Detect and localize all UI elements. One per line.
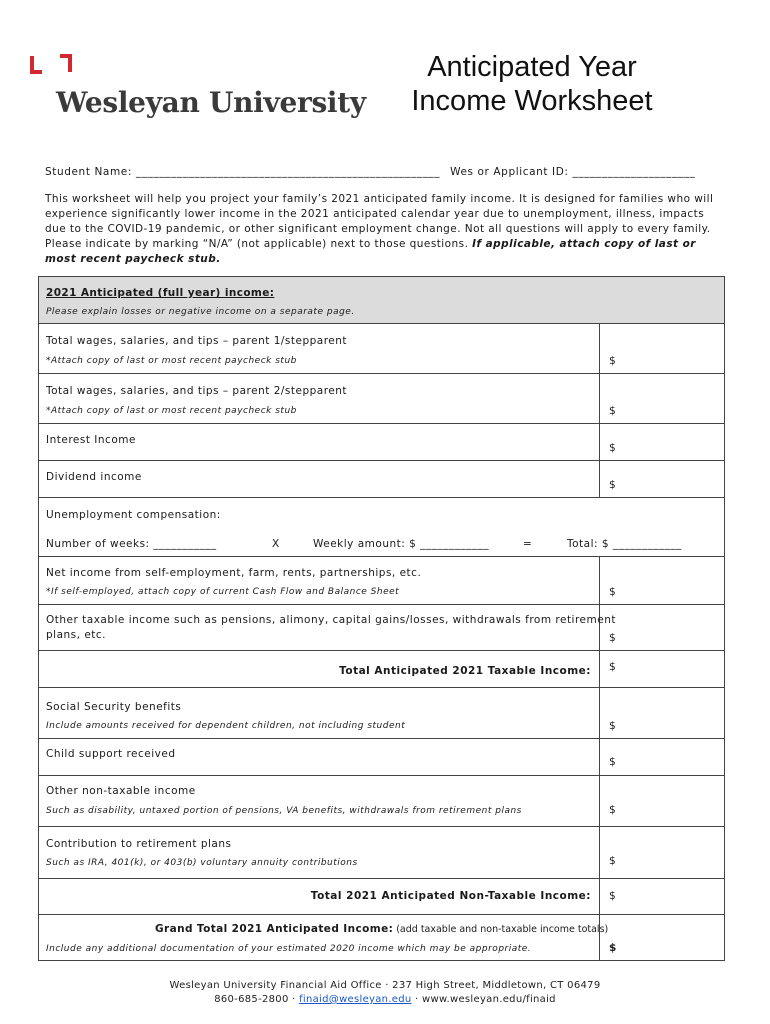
row-label: Total Anticipated 2021 Taxable Income: bbox=[339, 665, 591, 677]
amount-field-self-employment[interactable] bbox=[599, 557, 724, 604]
dollar-sign: $ bbox=[609, 855, 616, 867]
amount-field-wages-parent1[interactable] bbox=[599, 324, 724, 373]
row-label: Net income from self-employment, farm, rents, partnerships, etc. bbox=[46, 567, 422, 579]
row-other-taxable bbox=[39, 604, 724, 650]
dollar-sign: $ bbox=[609, 355, 616, 367]
student-name-field[interactable]: Student Name: ____________________________________________________ bbox=[45, 166, 441, 178]
amount-field-social-security[interactable] bbox=[599, 688, 724, 738]
row-label-continued: plans, etc. bbox=[46, 629, 107, 641]
applicant-id-field[interactable]: Wes or Applicant ID: _____________________ bbox=[450, 166, 696, 178]
amount-field-dividend[interactable] bbox=[599, 461, 724, 497]
row-label: Other taxable income such as pensions, alimony, capital gains/losses, withdrawals from retirement bbox=[46, 614, 616, 626]
row-label: Contribution to retirement plans bbox=[46, 838, 232, 850]
row-label: Total wages, salaries, and tips – parent 2/stepparent bbox=[46, 385, 348, 397]
row-label: Other non-taxable income bbox=[46, 785, 196, 797]
row-label: Total 2021 Anticipated Non-Taxable Income: bbox=[310, 890, 591, 902]
row-note: *If self-employed, attach copy of current Cash Flow and Balance Sheet bbox=[46, 587, 400, 597]
amount-field-grand-total[interactable] bbox=[599, 915, 724, 960]
row-interest-income bbox=[39, 423, 724, 460]
amount-field-wages-parent2[interactable] bbox=[599, 374, 724, 423]
row-label: Interest Income bbox=[46, 434, 136, 446]
dollar-sign: $ bbox=[609, 756, 616, 768]
row-note: Include amounts received for dependent children, not including student bbox=[46, 721, 406, 731]
grand-total-title: Grand Total 2021 Anticipated Income: bbox=[155, 923, 394, 935]
dollar-sign: $ bbox=[609, 890, 616, 902]
grand-total-label bbox=[155, 923, 608, 935]
row-note: Such as disability, untaxed portion of pensions, VA benefits, withdrawals from retirement plans bbox=[46, 806, 522, 816]
row-label: Total wages, salaries, and tips – parent 1/stepparent bbox=[46, 335, 348, 347]
row-note: Such as IRA, 401(k), or 403(b) voluntary annuity contributions bbox=[46, 858, 358, 868]
dollar-sign: $ bbox=[609, 479, 616, 491]
amount-field-other-taxable[interactable] bbox=[599, 605, 724, 650]
unemployment-total-field[interactable]: Total: $ ____________ bbox=[567, 538, 682, 550]
row-grand-total bbox=[39, 914, 724, 960]
income-worksheet-table bbox=[38, 276, 725, 961]
row-wages-parent1 bbox=[39, 323, 724, 373]
amount-field-interest[interactable] bbox=[599, 424, 724, 460]
section-title: 2021 Anticipated (full year) income: bbox=[46, 287, 275, 299]
dollar-sign: $ bbox=[609, 405, 616, 417]
row-label: Dividend income bbox=[46, 471, 142, 483]
row-label: Social Security benefits bbox=[46, 701, 182, 713]
amount-field-total-taxable[interactable] bbox=[599, 651, 724, 687]
row-retirement-contribution bbox=[39, 826, 724, 878]
row-self-employment bbox=[39, 556, 724, 604]
row-note: Include any additional documentation of your estimated 2020 income which may be appropriate. bbox=[46, 944, 532, 954]
student-info-line bbox=[45, 166, 695, 178]
grand-total-suffix: (add taxable and non-taxable income totals) bbox=[393, 924, 609, 935]
wesleyan-logo bbox=[28, 52, 366, 132]
row-other-nontaxable bbox=[39, 775, 724, 826]
dollar-sign: $ bbox=[609, 720, 616, 732]
equals-sign: = bbox=[523, 538, 533, 550]
multiply-sign: X bbox=[272, 538, 280, 550]
row-unemployment bbox=[39, 497, 724, 556]
dollar-sign: $ bbox=[609, 442, 616, 454]
row-total-taxable bbox=[39, 650, 724, 687]
footer-website[interactable]: · www.wesleyan.edu/finaid bbox=[411, 994, 556, 1005]
page-title bbox=[392, 50, 672, 118]
row-child-support bbox=[39, 738, 724, 775]
dollar-sign: $ bbox=[609, 942, 617, 954]
weekly-amount-field[interactable]: Weekly amount: $ ____________ bbox=[313, 538, 490, 550]
row-label: Child support received bbox=[46, 748, 176, 760]
amount-field-child-support[interactable] bbox=[599, 739, 724, 775]
row-social-security bbox=[39, 687, 724, 738]
row-wages-parent2 bbox=[39, 373, 724, 423]
row-note: *Attach copy of last or most recent paycheck stub bbox=[46, 356, 297, 366]
section-header bbox=[39, 277, 724, 323]
section-note: Please explain losses or negative income on a separate page. bbox=[46, 307, 355, 317]
row-label: Unemployment compensation: bbox=[46, 509, 221, 521]
intro-text: This worksheet will help you project your family’s 2021 anticipated family income. It is designed for families who will experience significantly lower income in the 2021 anticipated calendar year due to unemployment, illness, impacts due to the COVID-19 pandemic, or other significant employment change. Not all questions will apply to every family. Please indicate by marking “N/A” (not applicable) next to those questions. bbox=[45, 193, 714, 250]
row-note: *Attach copy of last or most recent paycheck stub bbox=[46, 406, 297, 416]
footer-contact bbox=[0, 994, 770, 1005]
dollar-sign: $ bbox=[609, 632, 616, 644]
dollar-sign: $ bbox=[609, 586, 616, 598]
logo-text: Wesleyan University bbox=[56, 86, 366, 119]
title-line-2: Income Worksheet bbox=[411, 85, 653, 117]
amount-field-retirement[interactable] bbox=[599, 827, 724, 878]
logo-bracket-right-icon bbox=[60, 54, 72, 72]
footer-email-link[interactable]: finaid@wesleyan.edu bbox=[299, 994, 412, 1005]
logo-bracket-left-icon bbox=[30, 56, 46, 76]
dollar-sign: $ bbox=[609, 804, 616, 816]
weeks-field[interactable]: Number of weeks: ___________ bbox=[46, 538, 217, 550]
title-line-1: Anticipated Year bbox=[427, 51, 637, 83]
amount-field-other-nontaxable[interactable] bbox=[599, 776, 724, 826]
intro-emphasis: If applicable, attach copy of last or most recent paycheck stub. bbox=[45, 238, 696, 265]
footer-address: Wesleyan University Financial Aid Office · 237 High Street, Middletown, CT 06479 bbox=[169, 980, 601, 991]
dollar-sign: $ bbox=[609, 661, 616, 673]
amount-field-total-nontaxable[interactable] bbox=[599, 879, 724, 914]
row-total-nontaxable bbox=[39, 878, 724, 914]
intro-paragraph bbox=[45, 192, 725, 267]
row-dividend-income bbox=[39, 460, 724, 497]
footer-phone: 860-685-2800 · bbox=[214, 994, 300, 1005]
